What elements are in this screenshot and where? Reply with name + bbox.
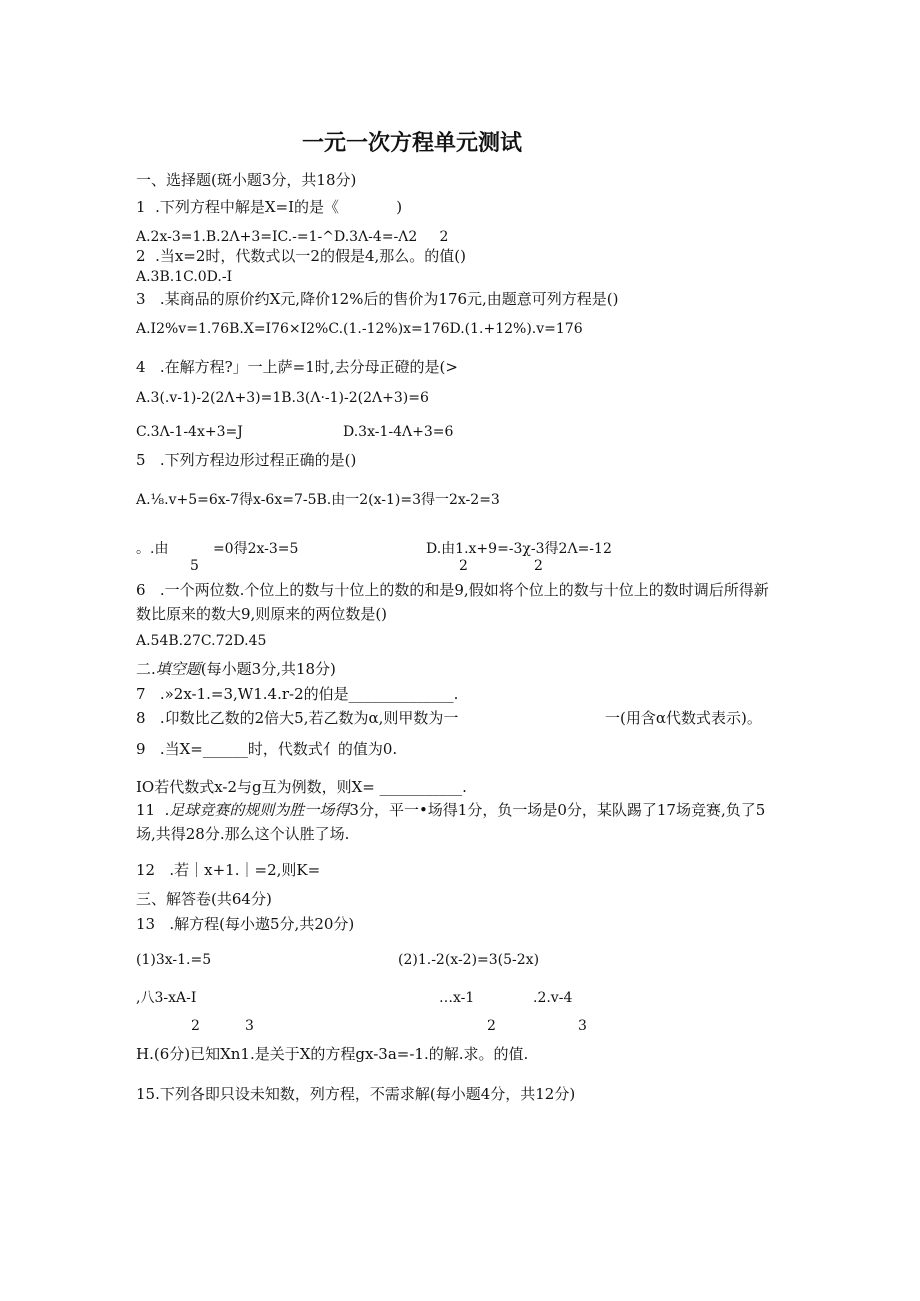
section-number: 二. [136,660,156,678]
question-5-option-c-denominator: 5 [190,558,199,574]
question-6-options: A.54B.27C.72D.45 [136,633,267,649]
question-13-part-4-term: …x-1 [439,990,475,1006]
question-14: H.(6分)已知Xn1.是关于X的方程gx-3a=-1.的解.求。的值. [136,1045,529,1063]
question-13-part-2: (2)1.-2(x-2)=3(5-2x) [398,952,540,968]
section-heading: 三、解答卷(共64分) [136,890,272,908]
question-2-options: A.3B.1C.0D.-I [136,269,233,285]
question-4-option-d: D.3x-1-4Λ+3=6 [343,424,454,440]
question-3-options: A.I2%v=1.76B.X=I76×I2%C.(1.-12%)x=176D.(1.+12%).v=176 [136,321,583,337]
question-5-option-d-denominator: 2 [459,558,468,574]
question-5-option-d: D.由1.x+9=-3χ-3得2Λ=-12 [426,541,612,557]
section-title: 填空题 [155,660,201,678]
question-11-text: 3分，平一•场得1分，负一场是0分，某队踢了17场竞赛,负了5 [349,801,766,819]
question-8-continuation: 一(用含α代数式表示)。 [605,709,762,727]
question-13-part-3: ,八3-xA-I [136,990,197,1006]
question-5-option-c: 。.由 =0得2x-3=5 [136,541,299,557]
question-7: 7 .»2x-1.=3,W1.4.r-2的伯是______________. [136,685,459,703]
question-8: 8 .卬数比乙数的2倍大5,若乙数为α,则甲数为一 [136,709,459,727]
question-11-line-2: 场,共得28分.那么这个认胜了场. [136,825,350,843]
question-13-part-1: (1)3x-1.=5 [136,952,212,968]
question-13-part-4-denominator: 2 [487,1018,496,1034]
question-13-part-4-denominator: 3 [578,1018,587,1034]
question-15: 15.下列各即只设未知数，列方程，不需求解(每小题4分，共12分) [136,1085,576,1103]
question-number: 11 [136,801,165,819]
question-9: 9 .当X=______时，代数式亻的值为0. [136,740,398,758]
question-4-options-ab: A.3(.v-1)-2(2Λ+3)=1B.3(Λ·-1)-2(2Λ+3)=6 [136,390,429,406]
question-11-italic-text: .足球竞赛的规则为胜一场得 [164,801,350,819]
question-12: 12 .若｜x+1.｜=2,则K= [136,861,321,879]
question-1: 1 .下列方程中解是X=I的是《 ) [136,198,403,216]
question-6-line-2: 数比原来的数大9,则原来的两位数是() [136,605,388,623]
section-heading [136,660,336,678]
question-4: 4 .在解方程?」一上萨=1时,去分母正磴的是(> [136,358,458,376]
question-2: 2 .当x=2时，代数式以一2的假是4,那么。的值() [136,247,466,265]
question-13: 13 .解方程(每小遨5分,共20分) [136,915,355,933]
question-6-line-1: 6 .一个两位数.个位上的数与十位上的数的和是9,假如将个位上的数与十位上的数时调后所得新 [136,581,769,599]
question-13-part-4-term: .2.v-4 [533,990,573,1006]
question-13-part-3-denominator: 3 [245,1018,254,1034]
page-title: 一元一次方程单元测试 [302,130,523,156]
question-3: 3 .某商品的原价约X元,降价12%后的售价为176元,由题意可列方程是() [136,290,619,308]
question-10: IO若代数式x-2与g互为例数，则X= ___________. [136,778,467,796]
question-5-option-d-denominator: 2 [534,558,543,574]
question-4-option-c: C.3Λ-1-4x+3=J [136,424,243,440]
question-13-part-3-denominator: 2 [191,1018,200,1034]
question-1-options: A.2x-3=1.B.2Λ+3=IC.-=1-^D.3Λ-4=-Λ2 2 [136,229,449,245]
section-scoring: (每小题3分,共18分) [200,660,336,678]
question-11-line-1 [136,801,765,819]
question-5-options-ab: A.⅛.v+5=6x-7得x-6x=7-5B.由一2(x-1)=3得一2x-2=3 [136,492,500,508]
section-heading: 一、选择题(斑小题3分，共18分) [136,171,357,189]
question-5: 5 .下列方程边形过程正确的是() [136,451,357,469]
